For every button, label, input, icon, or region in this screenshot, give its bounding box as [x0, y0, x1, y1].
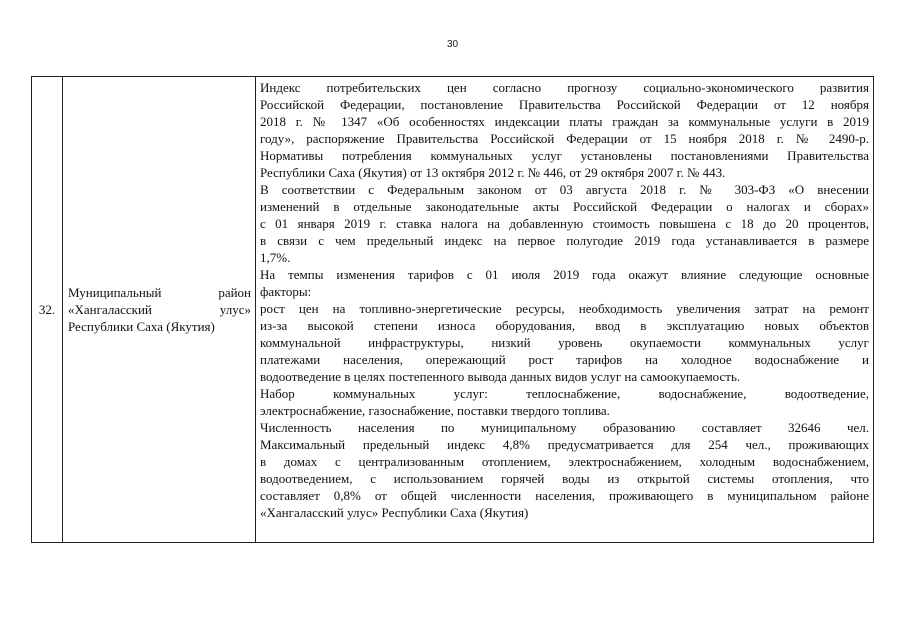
municipality-name-line: «Хангаласский улус» [68, 302, 251, 317]
description-line: году», распоряжение Правительства Российской Федерации от 15 ноября 2018 г. № 2490-р. [260, 131, 869, 146]
description-line: составляет 0,8% от общей численности населения, проживающего в муниципальном районе [260, 488, 869, 503]
description-line: водоотведением, с использованием горячей воды из открытой системы отопления, что [260, 471, 869, 486]
description-line: водоотведение в целях постепенного вывода данных видов услуг на самоокупаемость. [260, 369, 741, 384]
municipality-name-line: Республики Саха (Якутия) [68, 319, 215, 334]
description-line: платежами населения, опережающий рост тарифов на холодное водоснабжение и [260, 352, 869, 367]
description-line: в связи с чем предельный индекс на первое полугодие 2019 года устанавливается в размере [260, 233, 869, 248]
description-line: с 01 января 2019 г. ставка налога на добавленную стоимость повышена с 18 до 20 процентов, [260, 216, 869, 231]
municipality-name-cell [63, 77, 256, 543]
table-row [32, 77, 874, 543]
description-cell [256, 77, 874, 543]
description-line: факторы: [260, 284, 312, 299]
description-line: На темпы изменения тарифов с 01 июля 2019 года окажут влияние следующие основные [260, 267, 869, 282]
description-line: электроснабжение, газоснабжение, поставки твердого топлива. [260, 403, 610, 418]
description-line: рост цен на топливно-энергетические ресурсы, необходимость увеличения затрат на ремонт [260, 301, 869, 316]
description-line: Республики Саха (Якутия) от 13 октября 2012 г. № 446, от 29 октября 2007 г. № 443. [260, 165, 726, 180]
municipality-name-line: Муниципальный район [68, 285, 251, 300]
description-line: Численность населения по муниципальному образованию составляет 32646 чел. [260, 420, 869, 435]
description-line: Индекс потребительских цен согласно прогнозу социально-экономического развития [260, 80, 869, 95]
description-line: «Хангаласский улус» Республики Саха (Якутия) [260, 505, 529, 520]
page-number: 30 [446, 39, 459, 50]
row-number-cell [32, 77, 63, 543]
row-number: 32. [38, 301, 56, 317]
description-line: Набор коммунальных услуг: теплоснабжение, водоснабжение, водоотведение, [260, 386, 869, 401]
description-line: в домах с централизованным отоплением, электроснабжением, холодным водоснабжением, [260, 454, 869, 469]
description-line: изменений в отдельные законодательные акты Российской Федерации о налогах и сборах» [260, 199, 869, 214]
description-line: 1,7%. [260, 250, 291, 265]
description-line: Нормативы потребления коммунальных услуг установлены постановлениями Правительства [260, 148, 869, 163]
description-line: Российской Федерации, постановление Правительства Российской Федерации от 12 ноября [260, 97, 869, 112]
description-line: В соответствии с Федеральным законом от 03 августа 2018 г. № 303-ФЗ «О внесении [260, 182, 869, 197]
description-line: коммунальной инфраструктуры, низкий уровень окупаемости коммунальных услуг [260, 335, 869, 350]
description-line: 2018 г. № 1347 «Об особенностях индексации платы граждан за коммунальные услуги в 2019 [260, 114, 869, 129]
description-line: Максимальный предельный индекс 4,8% предусматривается для 254 чел., проживающих [260, 437, 869, 452]
document-table [31, 76, 874, 543]
description-line: из-за высокой степени износа оборудования, ввод в эксплуатацию новых объектов [260, 318, 869, 333]
